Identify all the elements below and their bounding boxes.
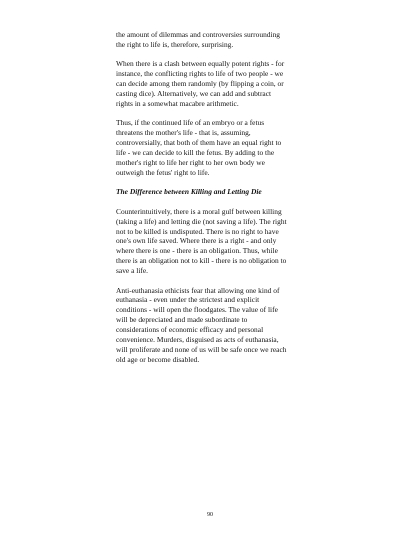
paragraph-line: will be depreciated and made subordinate to: [116, 315, 248, 325]
paragraph-line: When there is a clash between equally potent rights - for: [116, 59, 285, 69]
page-content: [116, 30, 312, 374]
paragraph-line: there is an obligation not to kill - there is no obligation to: [116, 256, 287, 266]
paragraph-3: [116, 118, 312, 177]
paragraph-line: Anti-euthanasia ethicists fear that allowing one kind of: [116, 285, 280, 295]
paragraph-line: mother's right to life her right to her own body we: [116, 157, 265, 167]
paragraph-line: euthanasia - even under the strictest and explicit: [116, 295, 260, 305]
paragraph-line: not to be killed is undisputed. There is no right to have: [116, 226, 279, 236]
section-heading: The Difference between Killing and Letting Die: [116, 187, 262, 197]
paragraph-line: controversially, that both of them have an equal right to: [116, 138, 282, 148]
paragraph-line: considerations of economic efficacy and personal: [116, 325, 264, 335]
paragraph-line: save a life.: [116, 266, 149, 276]
paragraph-line: the amount of dilemmas and controversies surrounding: [116, 30, 281, 39]
page-number: 90: [207, 512, 213, 518]
paragraph-line: (taking a life) and letting die (not saving a life). The right: [116, 216, 287, 226]
paragraph-2: [116, 59, 312, 109]
paragraph-5: [116, 286, 312, 365]
paragraph-line: old age or become disabled.: [116, 354, 200, 364]
paragraph-line: one's own life saved. Where there is a right - and only: [116, 236, 277, 246]
paragraph-1: [116, 30, 312, 50]
paragraph-line: can decide among them randomly (by flipping a coin, or: [116, 79, 284, 89]
paragraph-line: convenience. Murders, disguised as acts of euthanasia,: [116, 335, 279, 345]
paragraph-line: the right to life is, therefore, surprising.: [116, 39, 234, 49]
paragraph-4: [116, 207, 312, 276]
paragraph-line: casting dice). Alternatively, we can add and subtract: [116, 89, 272, 99]
paragraph-line: conditions - will open the floodgates. The value of life: [116, 305, 278, 315]
paragraph-line: rights in a somewhat macabre arithmetic.: [116, 98, 239, 108]
paragraph-line: Counterintuitively, there is a moral gulf between killing: [116, 206, 282, 216]
paragraph-line: Thus, if the continued life of an embryo or a fetus: [116, 118, 265, 128]
paragraph-line: where there is one - there is an obligation. Thus, while: [116, 246, 278, 256]
paragraph-line: instance, the conflicting rights to life of two people - we: [116, 69, 284, 79]
paragraph-line: will proliferate and none of us will be safe once we reach: [116, 344, 287, 354]
paragraph-line: threatens the mother's life - that is, assuming,: [116, 128, 251, 138]
paragraph-line: outweigh the fetus' right to life.: [116, 167, 210, 177]
paragraph-line: life - we can decide to kill the fetus. By adding to the: [116, 148, 275, 158]
